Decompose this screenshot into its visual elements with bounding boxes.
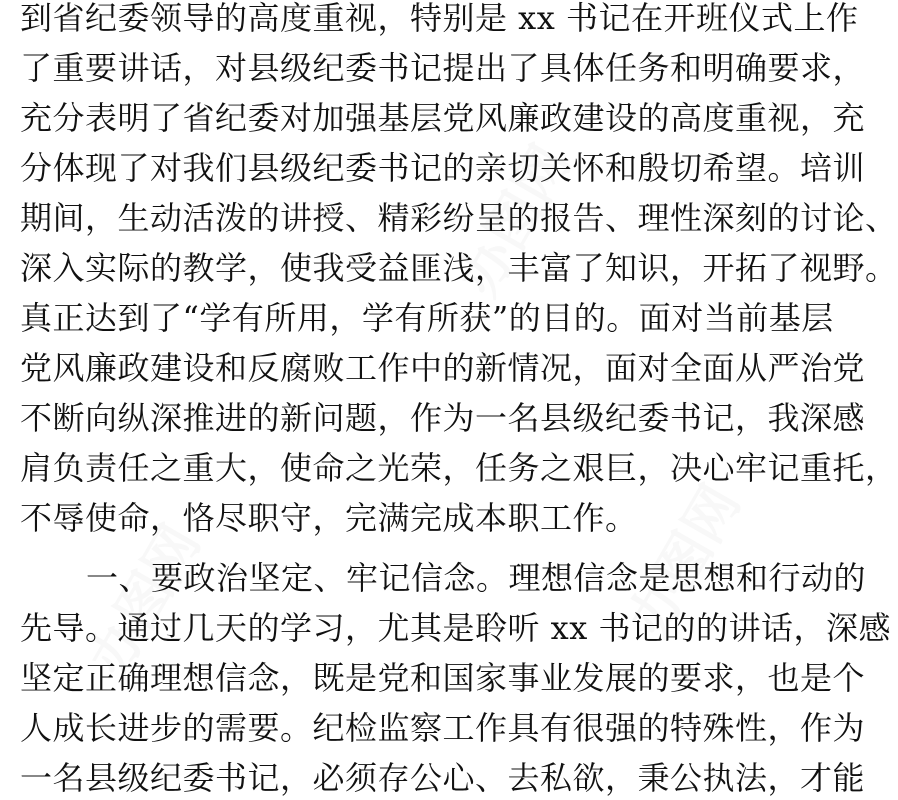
text-line: 肩负责任之重大，使命之光荣，任务之艰巨，决心牢记重托， [20, 449, 898, 487]
text-line: 不辱使命，恪尽职守，完满完成本职工作。 [20, 499, 638, 537]
watermark: 办图网 [76, 514, 213, 687]
text-line: 分体现了对我们县级纪委书记的亲切关怀和殷切希望。培训 [20, 149, 866, 187]
text-line: 党风廉政建设和反腐败工作中的新情况，面对全面从严治党 [20, 349, 866, 387]
text-line: 一名县级纪委书记，必须存公心、去私欲，秉公执法，才能 [20, 759, 866, 797]
text-line: 人成长进步的需要。纪检监察工作具有很强的特殊性，作为 [20, 709, 866, 747]
text-line: 了重要讲话，对县级纪委书记提出了具体任务和明确要求， [20, 49, 866, 87]
text-line: 深入实际的教学，使我受益匪浅，丰富了知识，开拓了视野。 [20, 249, 898, 287]
text-line: 充分表明了省纪委对加强基层党风廉政建设的高度重视，充 [20, 99, 866, 137]
watermark: 办图网 [446, 134, 583, 307]
text-line: 不断向纵深推进的新问题，作为一名县级纪委书记，我深感 [20, 399, 866, 437]
text-line: 到省纪委领导的高度重视，特别是 xx 书记在开班仪式上作 [20, 0, 859, 37]
text-line: 先导。通过几天的学习，尤其是聆听 xx 书记的的讲话，深感 [20, 609, 891, 647]
text-line: 坚定正确理想信念，既是党和国家事业发展的要求，也是个 [20, 659, 866, 697]
watermark: 办图网 [616, 474, 753, 647]
text-line: 期间，生动活泼的讲授、精彩纷呈的报告、理性深刻的讨论、 [20, 199, 898, 237]
section-heading-line: 一、要政治坚定、牢记信念。理想信念是思想和行动的 [86, 559, 867, 597]
text-line: 真正达到了“学有所用，学有所获”的目的。面对当前基层 [20, 299, 834, 337]
